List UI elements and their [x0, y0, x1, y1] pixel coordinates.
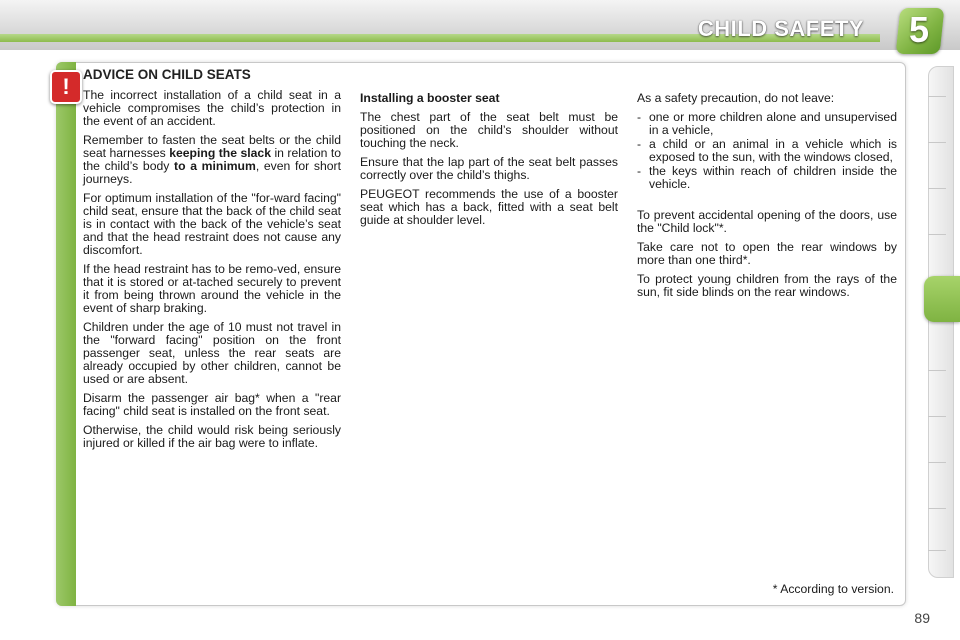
paragraph: PEUGEOT recommends the use of a booster seat which has a back, fitted with a seat belt guide at shoulder level. [360, 187, 618, 227]
list-item: - a child or an animal in a vehicle which is exposed to the sun, with the windows closed, [637, 138, 897, 164]
paragraph: For optimum installation of the "for-ward facing" child seat, ensure that the back of the child seat is in contact with the back of the vehicle’s seat and that the head restraint does not cause any discomfort. [83, 191, 341, 257]
list-item: - the keys within reach of children inside the vehicle. [637, 165, 897, 191]
paragraph: Take care not to open the rear windows by more than one third*. [637, 240, 897, 267]
subsection-heading: Installing a booster seat [360, 91, 500, 105]
chapter-tab-divider [928, 188, 946, 189]
paragraph: Otherwise, the child would risk being seriously injured or killed if the air bag were to inflate. [83, 423, 341, 450]
chapter-tab-divider [928, 142, 946, 143]
text-run: , even for short journeys. [83, 159, 341, 186]
chapter-number: 5 [908, 9, 930, 50]
footnote: * According to version. [772, 582, 894, 596]
column-safety-precautions [637, 92, 897, 305]
chapter-tab-divider [928, 416, 946, 417]
bold-text: to a minimum [174, 159, 256, 173]
page-title: CHILD SAFETY [697, 16, 864, 41]
list-item: - one or more children alone and unsupervised in a vehicle, [637, 111, 897, 137]
paragraph: To protect young children from the rays of the sun, fit side blinds on the rear windows. [637, 272, 897, 299]
chapter-tab-divider [928, 550, 946, 551]
chapter-tab-divider [928, 234, 946, 235]
chapter-tab-divider [928, 96, 946, 97]
column-booster-seat [360, 92, 618, 233]
paragraph: Children under the age of 10 must not travel in the "forward facing" position on the front passenger seat, unless the rear seats are already occupied by other children, cannot be used or are absent. [83, 320, 341, 386]
paragraph: If the head restraint has to be remo-ved, ensure that it is stored or at-tached securely to prevent it from being thrown around the vehicle in the event of sharp braking. [83, 262, 341, 315]
paragraph: Disarm the passenger air bag* when a "rear facing" child seat is installed on the front seat. [83, 391, 341, 418]
panel-green-stripe [56, 62, 76, 606]
paragraph [83, 134, 341, 186]
section-title: ADVICE ON CHILD SEATS [83, 67, 251, 82]
paragraph: The incorrect installation of a child seat in a vehicle compromises the child’s protection in the event of an accident. [83, 88, 341, 128]
paragraph: As a safety precaution, do not leave: [637, 91, 835, 105]
paragraph: Ensure that the lap part of the seat belt passes correctly over the child’s thighs. [360, 155, 618, 182]
chapter-tab-divider [928, 508, 946, 509]
paragraph: The chest part of the seat belt must be positioned on the child’s shoulder without touching the neck. [360, 110, 618, 150]
chapter-tab-active[interactable] [924, 276, 960, 322]
chapter-tab-divider [928, 462, 946, 463]
column-advice [83, 89, 341, 456]
text-run: in relation to the child’s body [83, 146, 342, 173]
bold-text: keeping the slack [169, 146, 271, 160]
text-run: Remember to fasten the seat belts or the child seat harnesses [83, 133, 341, 160]
page-number: 89 [914, 610, 930, 626]
warning-icon: ! [50, 70, 82, 104]
chapter-tab-divider [928, 370, 946, 371]
precaution-list [637, 111, 897, 191]
paragraph: To prevent accidental opening of the doors, use the "Child lock"*. [637, 208, 897, 235]
